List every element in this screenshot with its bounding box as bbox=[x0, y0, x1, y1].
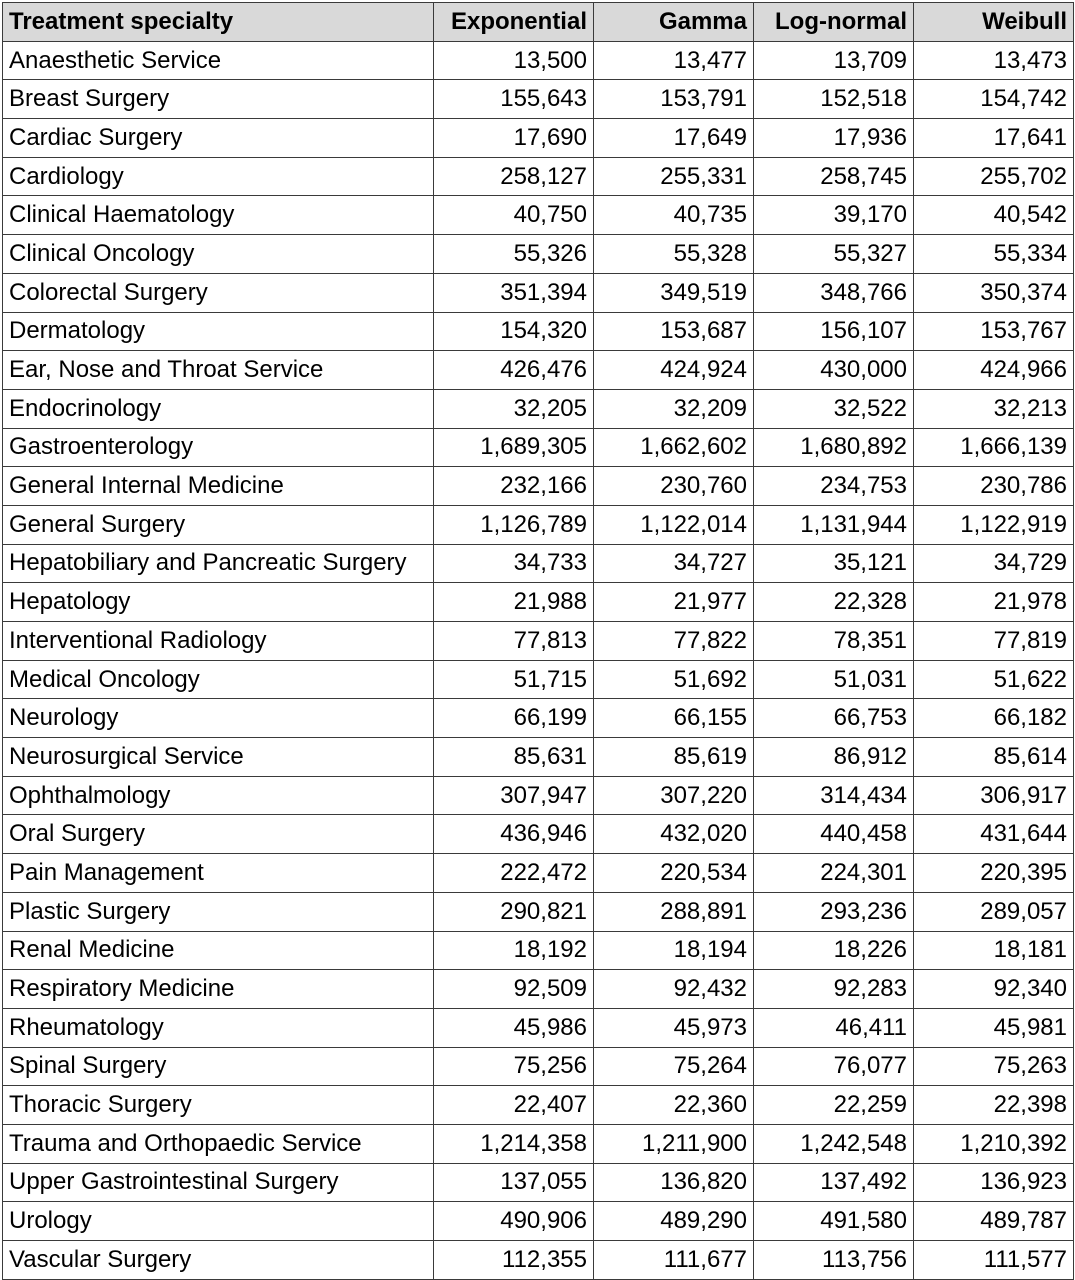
table-row bbox=[3, 854, 1074, 893]
table-row bbox=[3, 505, 1074, 544]
table-row bbox=[3, 1202, 1074, 1241]
exponential-cell: 426,476 bbox=[434, 351, 594, 390]
specialty-cell: Upper Gastrointestinal Surgery bbox=[3, 1163, 434, 1202]
gamma-cell: 77,822 bbox=[594, 622, 754, 661]
gamma-cell: 432,020 bbox=[594, 815, 754, 854]
log-normal-cell: 430,000 bbox=[754, 351, 914, 390]
specialty-cell: Cardiac Surgery bbox=[3, 119, 434, 158]
column-header-exponential: Exponential bbox=[434, 3, 594, 42]
weibull-cell: 153,767 bbox=[914, 312, 1074, 351]
specialty-cell: Oral Surgery bbox=[3, 815, 434, 854]
weibull-cell: 424,966 bbox=[914, 351, 1074, 390]
exponential-cell: 155,643 bbox=[434, 80, 594, 119]
gamma-cell: 153,687 bbox=[594, 312, 754, 351]
column-header-log-normal: Log-normal bbox=[754, 3, 914, 42]
table-row bbox=[3, 622, 1074, 661]
weibull-cell: 136,923 bbox=[914, 1163, 1074, 1202]
exponential-cell: 34,733 bbox=[434, 544, 594, 583]
gamma-cell: 75,264 bbox=[594, 1047, 754, 1086]
gamma-cell: 307,220 bbox=[594, 776, 754, 815]
weibull-cell: 489,787 bbox=[914, 1202, 1074, 1241]
gamma-cell: 424,924 bbox=[594, 351, 754, 390]
specialty-cell: Pain Management bbox=[3, 854, 434, 893]
exponential-cell: 21,988 bbox=[434, 583, 594, 622]
exponential-cell: 490,906 bbox=[434, 1202, 594, 1241]
table-row bbox=[3, 544, 1074, 583]
weibull-cell: 85,614 bbox=[914, 738, 1074, 777]
specialty-cell: Thoracic Surgery bbox=[3, 1086, 434, 1125]
table-row bbox=[3, 467, 1074, 506]
weibull-cell: 55,334 bbox=[914, 235, 1074, 274]
exponential-cell: 1,126,789 bbox=[434, 505, 594, 544]
table-row bbox=[3, 41, 1074, 80]
weibull-cell: 18,181 bbox=[914, 931, 1074, 970]
weibull-cell: 255,702 bbox=[914, 157, 1074, 196]
gamma-cell: 45,973 bbox=[594, 1008, 754, 1047]
gamma-cell: 153,791 bbox=[594, 80, 754, 119]
gamma-cell: 255,331 bbox=[594, 157, 754, 196]
table-row bbox=[3, 1008, 1074, 1047]
specialty-cell: Breast Surgery bbox=[3, 80, 434, 119]
specialty-cell: Interventional Radiology bbox=[3, 622, 434, 661]
log-normal-cell: 13,709 bbox=[754, 41, 914, 80]
weibull-cell: 230,786 bbox=[914, 467, 1074, 506]
weibull-cell: 154,742 bbox=[914, 80, 1074, 119]
specialty-cell: Respiratory Medicine bbox=[3, 970, 434, 1009]
table-header bbox=[3, 3, 1074, 42]
exponential-cell: 85,631 bbox=[434, 738, 594, 777]
table-row bbox=[3, 815, 1074, 854]
table-row bbox=[3, 428, 1074, 467]
table-row bbox=[3, 351, 1074, 390]
gamma-cell: 349,519 bbox=[594, 273, 754, 312]
log-normal-cell: 224,301 bbox=[754, 854, 914, 893]
table-row bbox=[3, 970, 1074, 1009]
weibull-cell: 111,577 bbox=[914, 1241, 1074, 1280]
log-normal-cell: 66,753 bbox=[754, 699, 914, 738]
weibull-cell: 45,981 bbox=[914, 1008, 1074, 1047]
specialty-cell: Hepatobiliary and Pancreatic Surgery bbox=[3, 544, 434, 583]
exponential-cell: 232,166 bbox=[434, 467, 594, 506]
log-normal-cell: 113,756 bbox=[754, 1241, 914, 1280]
gamma-cell: 66,155 bbox=[594, 699, 754, 738]
log-normal-cell: 17,936 bbox=[754, 119, 914, 158]
log-normal-cell: 348,766 bbox=[754, 273, 914, 312]
table-row bbox=[3, 273, 1074, 312]
exponential-cell: 13,500 bbox=[434, 41, 594, 80]
log-normal-cell: 86,912 bbox=[754, 738, 914, 777]
table-row bbox=[3, 1163, 1074, 1202]
gamma-cell: 40,735 bbox=[594, 196, 754, 235]
table-row bbox=[3, 389, 1074, 428]
weibull-cell: 289,057 bbox=[914, 892, 1074, 931]
specialty-cell: Vascular Surgery bbox=[3, 1241, 434, 1280]
table-row bbox=[3, 1124, 1074, 1163]
exponential-cell: 1,689,305 bbox=[434, 428, 594, 467]
log-normal-cell: 35,121 bbox=[754, 544, 914, 583]
specialty-cell: Plastic Surgery bbox=[3, 892, 434, 931]
specialty-cell: Medical Oncology bbox=[3, 660, 434, 699]
specialty-cell: Anaesthetic Service bbox=[3, 41, 434, 80]
gamma-cell: 489,290 bbox=[594, 1202, 754, 1241]
log-normal-cell: 22,259 bbox=[754, 1086, 914, 1125]
log-normal-cell: 258,745 bbox=[754, 157, 914, 196]
gamma-cell: 136,820 bbox=[594, 1163, 754, 1202]
specialty-cell: Renal Medicine bbox=[3, 931, 434, 970]
table-row bbox=[3, 738, 1074, 777]
weibull-cell: 77,819 bbox=[914, 622, 1074, 661]
header-row bbox=[3, 3, 1074, 42]
log-normal-cell: 76,077 bbox=[754, 1047, 914, 1086]
specialty-cell: Hepatology bbox=[3, 583, 434, 622]
table-row bbox=[3, 776, 1074, 815]
gamma-cell: 288,891 bbox=[594, 892, 754, 931]
table-row bbox=[3, 699, 1074, 738]
log-normal-cell: 293,236 bbox=[754, 892, 914, 931]
log-normal-cell: 314,434 bbox=[754, 776, 914, 815]
weibull-cell: 66,182 bbox=[914, 699, 1074, 738]
log-normal-cell: 156,107 bbox=[754, 312, 914, 351]
log-normal-cell: 78,351 bbox=[754, 622, 914, 661]
log-normal-cell: 1,131,944 bbox=[754, 505, 914, 544]
gamma-cell: 18,194 bbox=[594, 931, 754, 970]
exponential-cell: 77,813 bbox=[434, 622, 594, 661]
gamma-cell: 230,760 bbox=[594, 467, 754, 506]
specialty-cell: Gastroenterology bbox=[3, 428, 434, 467]
gamma-cell: 51,692 bbox=[594, 660, 754, 699]
exponential-cell: 436,946 bbox=[434, 815, 594, 854]
specialty-cell: Spinal Surgery bbox=[3, 1047, 434, 1086]
gamma-cell: 1,211,900 bbox=[594, 1124, 754, 1163]
specialty-cell: Colorectal Surgery bbox=[3, 273, 434, 312]
log-normal-cell: 152,518 bbox=[754, 80, 914, 119]
log-normal-cell: 39,170 bbox=[754, 196, 914, 235]
table-row bbox=[3, 1241, 1074, 1280]
weibull-cell: 40,542 bbox=[914, 196, 1074, 235]
specialty-cell: Ear, Nose and Throat Service bbox=[3, 351, 434, 390]
gamma-cell: 22,360 bbox=[594, 1086, 754, 1125]
log-normal-cell: 32,522 bbox=[754, 389, 914, 428]
gamma-cell: 34,727 bbox=[594, 544, 754, 583]
column-header-gamma: Gamma bbox=[594, 3, 754, 42]
specialty-cell: Urology bbox=[3, 1202, 434, 1241]
weibull-cell: 51,622 bbox=[914, 660, 1074, 699]
table-row bbox=[3, 235, 1074, 274]
exponential-cell: 55,326 bbox=[434, 235, 594, 274]
exponential-cell: 17,690 bbox=[434, 119, 594, 158]
weibull-cell: 431,644 bbox=[914, 815, 1074, 854]
exponential-cell: 137,055 bbox=[434, 1163, 594, 1202]
log-normal-cell: 137,492 bbox=[754, 1163, 914, 1202]
specialty-cell: Cardiology bbox=[3, 157, 434, 196]
weibull-cell: 34,729 bbox=[914, 544, 1074, 583]
exponential-cell: 258,127 bbox=[434, 157, 594, 196]
specialty-cell: Clinical Haematology bbox=[3, 196, 434, 235]
exponential-cell: 92,509 bbox=[434, 970, 594, 1009]
table-row bbox=[3, 660, 1074, 699]
log-normal-cell: 491,580 bbox=[754, 1202, 914, 1241]
weibull-cell: 306,917 bbox=[914, 776, 1074, 815]
weibull-cell: 92,340 bbox=[914, 970, 1074, 1009]
weibull-cell: 17,641 bbox=[914, 119, 1074, 158]
weibull-cell: 32,213 bbox=[914, 389, 1074, 428]
specialty-cell: Trauma and Orthopaedic Service bbox=[3, 1124, 434, 1163]
gamma-cell: 92,432 bbox=[594, 970, 754, 1009]
column-header-weibull: Weibull bbox=[914, 3, 1074, 42]
exponential-cell: 75,256 bbox=[434, 1047, 594, 1086]
specialty-cell: Endocrinology bbox=[3, 389, 434, 428]
log-normal-cell: 92,283 bbox=[754, 970, 914, 1009]
exponential-cell: 351,394 bbox=[434, 273, 594, 312]
gamma-cell: 13,477 bbox=[594, 41, 754, 80]
gamma-cell: 21,977 bbox=[594, 583, 754, 622]
table-row bbox=[3, 583, 1074, 622]
table-row bbox=[3, 80, 1074, 119]
table-body bbox=[3, 41, 1074, 1279]
log-normal-cell: 1,680,892 bbox=[754, 428, 914, 467]
log-normal-cell: 234,753 bbox=[754, 467, 914, 506]
specialty-cell: Dermatology bbox=[3, 312, 434, 351]
specialty-cell: Clinical Oncology bbox=[3, 235, 434, 274]
specialty-cell: Ophthalmology bbox=[3, 776, 434, 815]
exponential-cell: 154,320 bbox=[434, 312, 594, 351]
weibull-cell: 22,398 bbox=[914, 1086, 1074, 1125]
exponential-cell: 66,199 bbox=[434, 699, 594, 738]
log-normal-cell: 22,328 bbox=[754, 583, 914, 622]
gamma-cell: 55,328 bbox=[594, 235, 754, 274]
log-normal-cell: 1,242,548 bbox=[754, 1124, 914, 1163]
exponential-cell: 307,947 bbox=[434, 776, 594, 815]
weibull-cell: 13,473 bbox=[914, 41, 1074, 80]
column-header-specialty: Treatment specialty bbox=[3, 3, 434, 42]
exponential-cell: 18,192 bbox=[434, 931, 594, 970]
weibull-cell: 21,978 bbox=[914, 583, 1074, 622]
exponential-cell: 112,355 bbox=[434, 1241, 594, 1280]
gamma-cell: 17,649 bbox=[594, 119, 754, 158]
weibull-cell: 1,666,139 bbox=[914, 428, 1074, 467]
gamma-cell: 32,209 bbox=[594, 389, 754, 428]
specialty-cell: Rheumatology bbox=[3, 1008, 434, 1047]
exponential-cell: 290,821 bbox=[434, 892, 594, 931]
table-row bbox=[3, 1086, 1074, 1125]
gamma-cell: 220,534 bbox=[594, 854, 754, 893]
table-row bbox=[3, 157, 1074, 196]
log-normal-cell: 46,411 bbox=[754, 1008, 914, 1047]
weibull-cell: 1,122,919 bbox=[914, 505, 1074, 544]
table-row bbox=[3, 119, 1074, 158]
table-row bbox=[3, 312, 1074, 351]
specialty-table bbox=[2, 2, 1074, 1280]
table-row bbox=[3, 931, 1074, 970]
weibull-cell: 75,263 bbox=[914, 1047, 1074, 1086]
exponential-cell: 22,407 bbox=[434, 1086, 594, 1125]
table-row bbox=[3, 1047, 1074, 1086]
log-normal-cell: 55,327 bbox=[754, 235, 914, 274]
exponential-cell: 45,986 bbox=[434, 1008, 594, 1047]
exponential-cell: 222,472 bbox=[434, 854, 594, 893]
specialty-cell: General Surgery bbox=[3, 505, 434, 544]
gamma-cell: 1,122,014 bbox=[594, 505, 754, 544]
table-row bbox=[3, 196, 1074, 235]
specialty-cell: Neurology bbox=[3, 699, 434, 738]
exponential-cell: 51,715 bbox=[434, 660, 594, 699]
weibull-cell: 1,210,392 bbox=[914, 1124, 1074, 1163]
exponential-cell: 40,750 bbox=[434, 196, 594, 235]
log-normal-cell: 18,226 bbox=[754, 931, 914, 970]
weibull-cell: 220,395 bbox=[914, 854, 1074, 893]
weibull-cell: 350,374 bbox=[914, 273, 1074, 312]
gamma-cell: 111,677 bbox=[594, 1241, 754, 1280]
gamma-cell: 85,619 bbox=[594, 738, 754, 777]
specialty-cell: General Internal Medicine bbox=[3, 467, 434, 506]
table-row bbox=[3, 892, 1074, 931]
exponential-cell: 32,205 bbox=[434, 389, 594, 428]
exponential-cell: 1,214,358 bbox=[434, 1124, 594, 1163]
log-normal-cell: 440,458 bbox=[754, 815, 914, 854]
gamma-cell: 1,662,602 bbox=[594, 428, 754, 467]
log-normal-cell: 51,031 bbox=[754, 660, 914, 699]
specialty-cell: Neurosurgical Service bbox=[3, 738, 434, 777]
